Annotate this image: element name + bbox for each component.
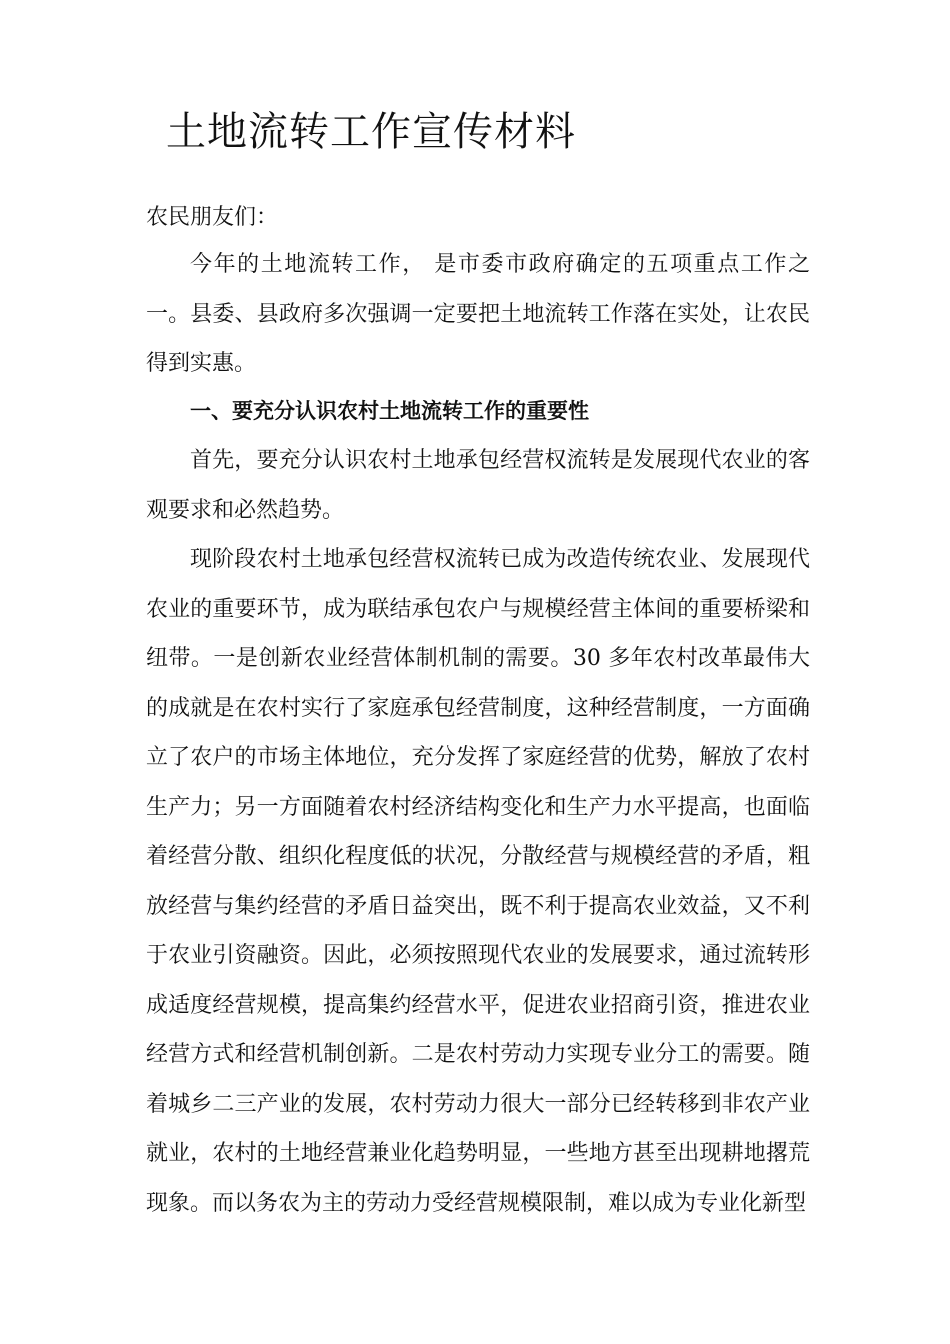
paragraph-body: 现阶段农村土地承包经营权流转已成为改造传统农业、发展现代农业的重要环节，成为联结承包农户与规模经营主体间的重要桥梁和纽带。一是创新农业经营体制机制的需要。30 多年农村改革最伟大的成就是在农村实行了家庭承包经营制度，这种经营制度，一方面确立了农户的市场主体地位，充分发挥了家庭经营的优势，解放了农村生产力；另一方面随着农村经济结构变化和生产力水平提高，也面临着经营分散、组织化程度低的状况，分散经营与规模经营的矛盾，粗放经营与集约经营的矛盾日益突出，既不利于提高农业效益，又不利于农业引资融资。因此，必须按照现代农业的发展要求，通过流转形成适度经营规模，提高集约经营水平，促进农业招商引资，推进农业经营方式和经营机制创新。二是农村劳动力实现专业分工的需要。随着城乡二三产业的发展，农村劳动力很大一部分已经转移到非农产业就业，农村的土地经营兼业化趋势明显，一些地方甚至出现耕地撂荒现象。而以务农为主的劳动力受经营规模限制，难以成为专业化新型 [146, 547, 810, 1216]
paragraph-intro: 今年的土地流转工作， 是市委市政府确定的五项重点工作之一。县委、县政府多次强调一定要把土地流转工作落在实处，让农民得到实惠。 [146, 252, 810, 376]
salutation: 农民朋友们： [146, 205, 279, 230]
paragraph-first: 首先，要充分认识农村土地承包经营权流转是发展现代农业的客观要求和必然趋势。 [146, 448, 810, 523]
document-title: 土地流转工作宣传材料 [166, 109, 576, 155]
section-heading: 一、要充分认识农村土地流转工作的重要性 [190, 399, 589, 423]
